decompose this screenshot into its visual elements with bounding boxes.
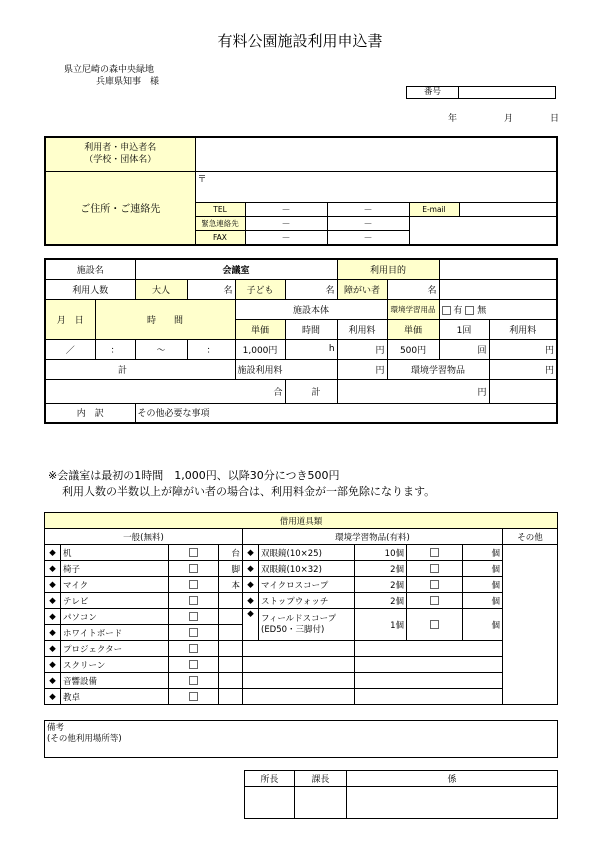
- addressee-line-2: 兵庫県知事 様: [96, 77, 160, 87]
- env-item-unit: 個: [463, 593, 503, 609]
- general-item-unit: [219, 689, 243, 705]
- env-goods-subtotal[interactable]: 円: [489, 359, 557, 379]
- bullet-icon: ◆: [45, 689, 61, 705]
- number-box: [406, 86, 556, 99]
- manager-stamp[interactable]: [295, 787, 347, 819]
- env-item-unit: 個: [463, 577, 503, 593]
- env-item-unit: 個: [463, 561, 503, 577]
- bullet-icon: ◆: [45, 641, 61, 657]
- env-item-name-sub: (ED50・三脚付): [261, 624, 325, 635]
- env-item-checkbox-cell[interactable]: [407, 561, 463, 577]
- total-label-2: 計: [285, 379, 337, 403]
- year-label: 年: [448, 114, 458, 124]
- note-line-1: ※会議室は最初の1時間 1,000円、以降30分につき500円: [48, 469, 340, 482]
- general-item-checkbox[interactable]: [189, 676, 198, 685]
- env-item-name: [259, 577, 355, 593]
- equipment-row: [45, 689, 558, 705]
- no-checkbox[interactable]: [465, 306, 474, 315]
- equipment-row: [45, 561, 558, 577]
- equipment-row: [45, 593, 558, 609]
- applicant-table: [44, 136, 558, 246]
- env-item-unit: 個: [463, 545, 503, 561]
- equipment-row: [45, 657, 558, 673]
- fax-area[interactable]: －: [245, 230, 327, 245]
- grand-total[interactable]: 円: [337, 379, 489, 403]
- general-item-name: パソコン: [61, 609, 169, 625]
- price-1000: 1,000円: [235, 339, 285, 359]
- adult-label: 大人: [135, 279, 187, 299]
- general-item-checkbox[interactable]: [189, 596, 198, 605]
- env-item-checkbox-cell[interactable]: [407, 545, 463, 561]
- bullet-icon: ◆: [243, 593, 259, 609]
- emergency-label: 緊急連絡先: [195, 216, 245, 230]
- env-empty-cell: [243, 673, 355, 689]
- day-label: 日: [550, 114, 560, 124]
- env-items-label: 環境学習用品: [387, 299, 439, 319]
- general-item-unit: [219, 609, 243, 625]
- env-empty-cell: [355, 641, 503, 657]
- env-item-checkbox-cell[interactable]: [407, 593, 463, 609]
- general-item-name: テレビ: [61, 593, 169, 609]
- other-items-field[interactable]: [503, 545, 558, 705]
- fax-number[interactable]: －: [327, 230, 409, 245]
- general-item-checkbox[interactable]: [189, 692, 198, 701]
- env-item-qty: 2個: [355, 593, 407, 609]
- env-empty-cell: [243, 657, 355, 673]
- env-item-checkbox[interactable]: [430, 548, 439, 557]
- general-item-checkbox-cell[interactable]: [169, 625, 219, 641]
- bullet-icon: ◆: [45, 657, 61, 673]
- env-empty-cell: [243, 641, 355, 657]
- tel-area[interactable]: －: [245, 202, 327, 216]
- facility-body-label: 施設本体: [235, 299, 387, 319]
- general-item-checkbox-cell[interactable]: [169, 593, 219, 609]
- bullet-icon: ◆: [45, 577, 61, 593]
- applicant-name-label: 利用者・申込者名 （学校・団体名）: [45, 137, 195, 171]
- env-item-unit: 個: [463, 609, 503, 641]
- month-label: 月: [504, 114, 514, 124]
- subtotal-label: 計: [45, 359, 235, 379]
- disabled-label: 障がい者: [337, 279, 387, 299]
- env-fee-field[interactable]: 円: [489, 339, 557, 359]
- general-item-unit: 台: [219, 545, 243, 561]
- applicant-name-field[interactable]: [195, 137, 557, 171]
- env-item-checkbox[interactable]: [430, 564, 439, 573]
- general-item-unit: [219, 657, 243, 673]
- bullet-icon: ◆: [243, 545, 259, 561]
- times-field[interactable]: 回: [439, 339, 489, 359]
- total-extra: [489, 379, 557, 403]
- general-item-checkbox-cell[interactable]: [169, 545, 219, 561]
- yes-checkbox[interactable]: [442, 306, 451, 315]
- child-label: 子ども: [235, 279, 285, 299]
- general-item-checkbox-cell[interactable]: [169, 673, 219, 689]
- env-item-name-line: 双眼鏡(10×32): [261, 564, 322, 575]
- general-item-name: 音響設備: [61, 673, 169, 689]
- env-empty-cell: [355, 673, 503, 689]
- breakdown-label: 内 訳: [45, 403, 135, 423]
- env-item-name: [259, 609, 355, 641]
- general-item-checkbox-cell[interactable]: [169, 641, 219, 657]
- general-item-unit: [219, 641, 243, 657]
- date-slash[interactable]: ／: [45, 339, 95, 359]
- addressee-line-1: 県立尼崎の森中央緑地: [64, 65, 155, 75]
- general-item-checkbox-cell[interactable]: [169, 577, 219, 593]
- general-item-checkbox[interactable]: [189, 628, 198, 637]
- general-item-checkbox[interactable]: [189, 660, 198, 669]
- address-label: ご住所・ご連絡先: [45, 171, 195, 245]
- equipment-row: [45, 577, 558, 593]
- purpose-field[interactable]: [439, 259, 557, 279]
- env-item-qty: 2個: [355, 577, 407, 593]
- fee-label: 利用料: [337, 319, 387, 339]
- env-empty-cell: [243, 689, 355, 705]
- address-field[interactable]: [195, 186, 557, 202]
- yes-label: 有: [453, 305, 463, 316]
- general-item-unit: 本: [219, 577, 243, 593]
- no-label: 無: [477, 305, 487, 316]
- email-extra[interactable]: [409, 216, 557, 245]
- general-item-name: マイク: [61, 577, 169, 593]
- bullet-icon: ◆: [45, 561, 61, 577]
- env-column-header: 環境学習物品(有料): [243, 529, 503, 545]
- start-colon[interactable]: ：: [95, 339, 135, 359]
- users-extra: [439, 279, 557, 299]
- general-item-checkbox-cell[interactable]: [169, 609, 219, 625]
- general-item-name: スクリーン: [61, 657, 169, 673]
- facility-fee-subtotal-label: 施設利用料: [235, 359, 337, 379]
- staff-stamp[interactable]: [347, 787, 558, 819]
- users-label: 利用人数: [45, 279, 135, 299]
- equipment-row: [45, 673, 558, 689]
- facility-table: [44, 258, 558, 424]
- equipment-row: [45, 609, 558, 625]
- env-item-name-line: ストップウォッチ: [261, 596, 329, 607]
- general-item-unit: [219, 673, 243, 689]
- once-label: 1回: [439, 319, 489, 339]
- general-item-checkbox[interactable]: [189, 612, 198, 621]
- general-item-name: 椅子: [61, 561, 169, 577]
- facility-fee-field[interactable]: 円: [337, 339, 387, 359]
- hours-label: 時間: [285, 319, 337, 339]
- facility-name: 会議室: [135, 259, 337, 279]
- child-count[interactable]: 名: [285, 279, 337, 299]
- note-line-2: 利用人数の半数以上が障がい者の場合は、利用料金が一部免除になります。: [62, 485, 436, 498]
- general-item-checkbox[interactable]: [189, 644, 198, 653]
- tel-label: TEL: [195, 202, 245, 216]
- unit-price-label: 単価: [235, 319, 285, 339]
- env-item-checkbox[interactable]: [430, 596, 439, 605]
- director-label: 所長: [245, 771, 295, 787]
- facility-fee-subtotal[interactable]: 円: [337, 359, 387, 379]
- general-item-checkbox-cell[interactable]: [169, 657, 219, 673]
- form-title: 有料公園施設利用申込書: [217, 32, 383, 50]
- number-label: 番号: [407, 87, 459, 98]
- fax-label: FAX: [195, 230, 245, 245]
- env-item-qty: 2個: [355, 561, 407, 577]
- manager-label: 課長: [295, 771, 347, 787]
- approval-table: [244, 770, 558, 819]
- env-item-name-line: フィールドスコープ: [261, 613, 337, 624]
- tel-number[interactable]: －: [327, 202, 409, 216]
- bullet-icon: ◆: [243, 577, 259, 593]
- bullet-icon: ◆: [243, 609, 259, 641]
- equipment-header: 借用道具類: [45, 513, 558, 529]
- general-item-name: 教卓: [61, 689, 169, 705]
- env-item-name: [259, 593, 355, 609]
- notes: [48, 468, 435, 500]
- general-item-unit: [219, 593, 243, 609]
- env-item-checkbox-cell[interactable]: [407, 609, 463, 641]
- end-colon[interactable]: ：: [187, 339, 235, 359]
- email-label: E-mail: [409, 202, 459, 216]
- remarks-sublabel: (その他利用場所等): [47, 734, 122, 744]
- general-item-name: ホワイトボード: [61, 625, 169, 641]
- general-item-name: 机: [61, 545, 169, 561]
- env-empty-cell: [355, 689, 503, 705]
- env-item-name: [259, 561, 355, 577]
- adult-count[interactable]: 名: [187, 279, 235, 299]
- env-items-choice[interactable]: [439, 299, 557, 319]
- env-fee-label: 利用料: [489, 319, 557, 339]
- env-item-qty: 10個: [355, 545, 407, 561]
- disabled-count[interactable]: 名: [387, 279, 439, 299]
- purpose-label: 利用目的: [337, 259, 439, 279]
- bullet-icon: ◆: [45, 545, 61, 561]
- general-item-unit: [219, 625, 243, 641]
- staff-label: 係: [347, 771, 558, 787]
- facility-name-label: 施設名: [45, 259, 135, 279]
- total-label-1: 合: [45, 379, 285, 403]
- remarks-label: 備考: [47, 723, 65, 733]
- env-unit-price-label: 単価: [387, 319, 439, 339]
- bullet-icon: ◆: [45, 673, 61, 689]
- director-stamp[interactable]: [245, 787, 295, 819]
- env-item-name-line: マイクロスコープ: [261, 580, 329, 591]
- env-item-name: [259, 545, 355, 561]
- email-field[interactable]: [459, 202, 557, 216]
- bullet-icon: ◆: [243, 561, 259, 577]
- time-label: 時 間: [95, 299, 235, 339]
- env-item-checkbox-cell[interactable]: [407, 577, 463, 593]
- general-item-checkbox-cell[interactable]: [169, 561, 219, 577]
- remarks-box[interactable]: [44, 720, 558, 758]
- emergency-number[interactable]: －: [327, 216, 409, 230]
- equipment-table: [44, 512, 558, 705]
- env-goods-subtotal-label: 環境学習物品: [387, 359, 489, 379]
- general-item-unit: 脚: [219, 561, 243, 577]
- price-500: 500円: [387, 339, 439, 359]
- hours-field[interactable]: h: [285, 339, 337, 359]
- env-item-name-line: 双眼鏡(10×25): [261, 548, 322, 559]
- general-item-checkbox[interactable]: [189, 564, 198, 573]
- emergency-area[interactable]: －: [245, 216, 327, 230]
- equipment-row: [45, 641, 558, 657]
- general-item-checkbox[interactable]: [189, 548, 198, 557]
- bullet-icon: ◆: [45, 609, 61, 625]
- env-item-qty: 1個: [355, 609, 407, 641]
- month-day-label: 月 日: [45, 299, 95, 339]
- env-item-checkbox[interactable]: [430, 620, 439, 629]
- postal-mark: 〒: [195, 171, 557, 186]
- general-item-checkbox-cell[interactable]: [169, 689, 219, 705]
- other-needs[interactable]: その他必要な事項: [135, 403, 557, 423]
- time-tilde: ～: [135, 339, 187, 359]
- bullet-icon: ◆: [45, 625, 61, 641]
- general-item-name: プロジェクター: [61, 641, 169, 657]
- env-empty-cell: [355, 657, 503, 673]
- equipment-row: [45, 545, 558, 561]
- number-field[interactable]: [459, 87, 555, 98]
- bullet-icon: ◆: [45, 593, 61, 609]
- other-column-header: その他: [503, 529, 558, 545]
- general-column-header: 一般(無料): [45, 529, 243, 545]
- general-item-checkbox[interactable]: [189, 580, 198, 589]
- env-item-checkbox[interactable]: [430, 580, 439, 589]
